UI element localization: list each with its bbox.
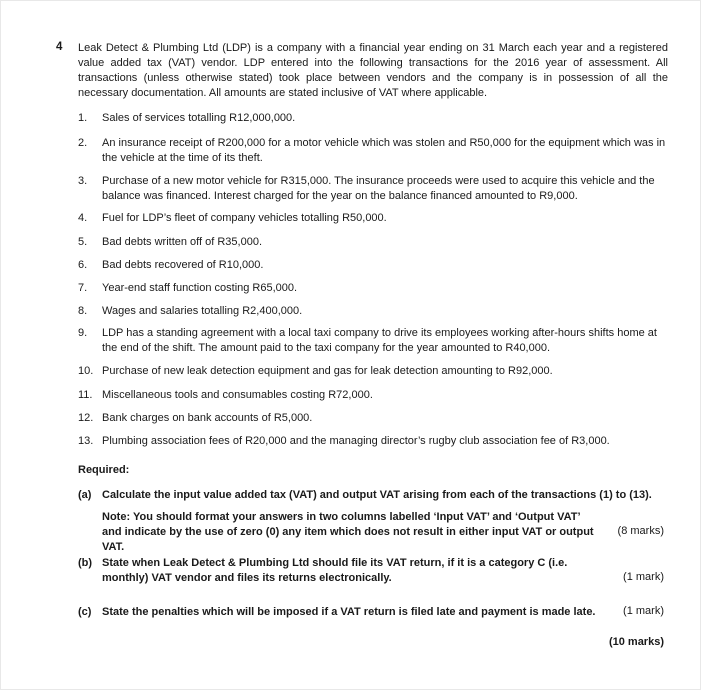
item-number: 6. xyxy=(78,259,88,271)
item-text: Wages and salaries totalling R2,400,000. xyxy=(102,305,303,317)
item-number: 13. xyxy=(78,435,94,447)
item-number: 11. xyxy=(78,389,93,401)
item-text: Purchase of new leak detection equipment and gas for leak detection amounting to R92,000. xyxy=(102,365,553,377)
total-marks: (10 marks) xyxy=(608,636,664,648)
item-number: 9. xyxy=(78,327,88,339)
question-intro: Leak Detect & Plumbing Ltd (LDP) is a company with a financial year ending on 31 March each year and a registered value added tax (VAT) vendor. LDP entered into the following transactions for the 2016 year of assessment. All transactions (unless otherwise stated) took place between vendors and the company is in possession of all the necessary documentation. All amounts are stated inclusive of VAT where applicable. xyxy=(78,42,668,99)
part-c-label: (c) xyxy=(78,606,92,618)
item-number: 1. xyxy=(78,112,88,124)
item-text: An insurance receipt of R200,000 for a motor vehicle which was stolen and R50,000 for the equipment which was in the vehicle at the time of its theft. xyxy=(102,137,666,164)
item-text: Year-end staff function costing R65,000. xyxy=(102,282,298,294)
item-number: 10. xyxy=(78,365,94,377)
item-text: LDP has a standing agreement with a local taxi company to drive its employees working after-hours shifts home at the end of the shift. The amount paid to the taxi company for the year amounted to R40,000. xyxy=(102,327,657,354)
part-a-note: Note: You should format your answers in two columns labelled ‘Input VAT’ and ‘Output VAT’ and indicate by the use of zero (0) any item which does not result in either input VAT or output VAT. xyxy=(102,511,594,553)
item-number: 8. xyxy=(78,305,88,317)
item-number: 7. xyxy=(78,282,88,294)
item-number: 12. xyxy=(78,412,94,424)
item-text: Miscellaneous tools and consumables costing R72,000. xyxy=(102,389,373,401)
question-number: 4 xyxy=(56,41,63,53)
part-c-marks: (1 mark) xyxy=(623,605,664,617)
item-text: Bad debts recovered of R10,000. xyxy=(102,259,264,271)
part-a-label: (a) xyxy=(78,489,92,501)
item-text: Fuel for LDP’s fleet of company vehicles totalling R50,000. xyxy=(102,212,387,224)
item-number: 3. xyxy=(78,175,88,187)
part-b-label: (b) xyxy=(78,557,93,569)
item-text: Bad debts written off of R35,000. xyxy=(102,236,263,248)
item-text: Purchase of a new motor vehicle for R315,000. The insurance proceeds were used to acquire this vehicle and the balance was financed. Interest charged for the year on the balance financed amounted to R9,000. xyxy=(102,175,655,202)
item-number: 2. xyxy=(78,137,88,149)
part-a-text: Calculate the input value added tax (VAT) and output VAT arising from each of the transactions (1) to (13). xyxy=(102,489,652,501)
part-b-text: State when Leak Detect & Plumbing Ltd should file its VAT return, if it is a category C (i.e. monthly) VAT vendor and files its returns electronically. xyxy=(102,557,568,584)
item-text: Sales of services totalling R12,000,000. xyxy=(102,112,296,124)
part-c-text: State the penalties which will be imposed if a VAT return is filed late and payment is made late. xyxy=(102,606,596,618)
required-heading: Required: xyxy=(78,464,130,476)
item-number: 4. xyxy=(78,212,88,224)
item-text: Bank charges on bank accounts of R5,000. xyxy=(102,412,313,424)
part-a-marks: (8 marks) xyxy=(617,525,664,537)
item-text: Plumbing association fees of R20,000 and the managing director’s rugby club association fee of R3,000. xyxy=(102,435,610,447)
part-b-marks: (1 mark) xyxy=(623,571,664,583)
item-number: 5. xyxy=(78,236,88,248)
